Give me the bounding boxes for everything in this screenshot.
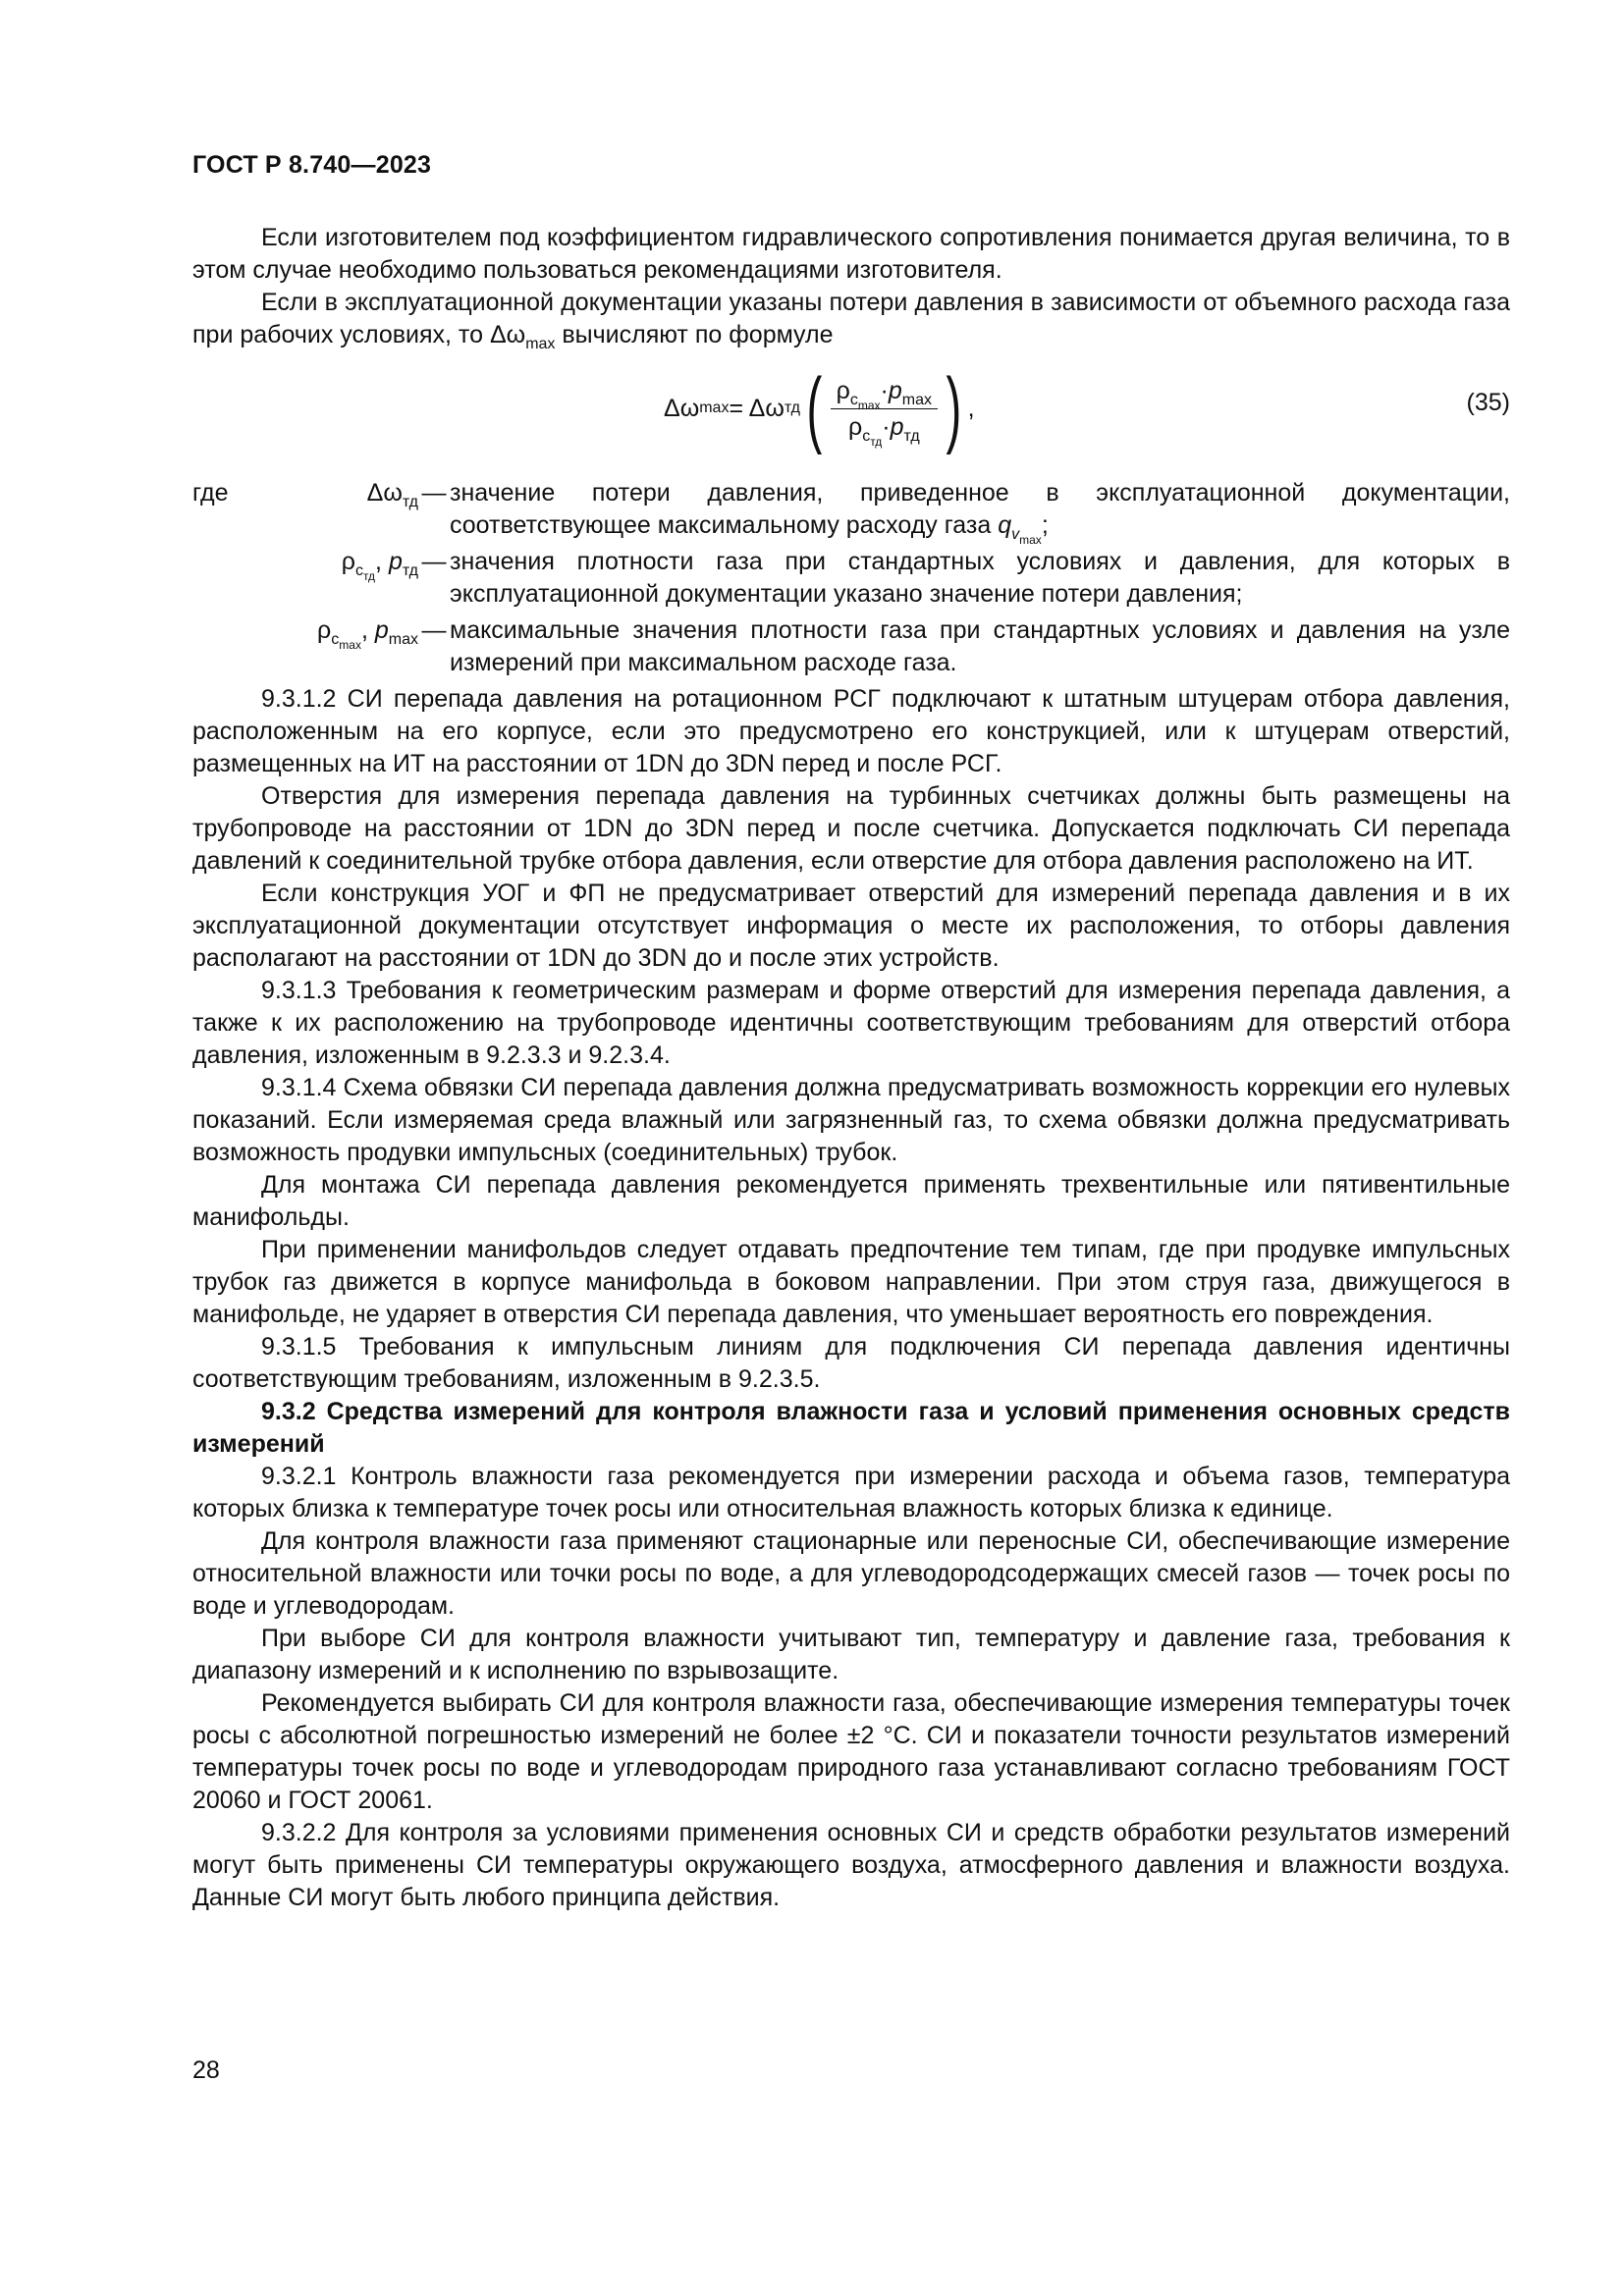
standard-header: ГОСТ Р 8.740—2023 — [192, 151, 432, 179]
paragraph: 9.3.1.2 СИ перепада давления на ротационном РСГ подключают к штатным штуцерам отбора давления, расположенным на его корпусе, если это предусмотрено его конструкцией, или к штуцерам отверстий, размещенных на ИТ на расстоянии от 1DN до 3DN перед и после РСГ. — [192, 685, 1510, 777]
denominator-rho: ρ — [847, 412, 863, 441]
definition-symbol — [310, 477, 418, 509]
formula-lhs: Δω — [664, 394, 700, 422]
numerator-p: p — [888, 376, 902, 404]
denominator-p: p — [890, 412, 904, 441]
paragraph: 9.3.2.1 Контроль влажности газа рекомендуется при измерении расхода и объема газов, температура которых близка к температуре точек росы или относительная влажность которых близка к единице. — [192, 1463, 1510, 1522]
denominator-p-sub: тд — [903, 427, 920, 445]
paragraph: 9.3.1.3 Требования к геометрическим размерам и форме отверстий для измерения перепада давления, а также к их расположению на трубопроводе идентичны соответствующим требованиям для отверстий отбора давления, изложенным в 9.2.3.3 и 9.2.3.4. — [192, 977, 1510, 1069]
symbol-rho: ρ — [317, 616, 332, 644]
fraction-denominator — [842, 409, 926, 449]
denominator-rho-subsub: тд — [870, 434, 883, 449]
where-label: где — [192, 479, 229, 507]
paragraph: Отверстия для измерения перепада давления на турбинных счетчиках должны быть размещены на трубопроводе на расстоянии от 1DN до 3DN перед и после счетчика. Допускается подключать СИ перепада давлений к соединительной трубке отбора давления, если отверстие для отбора давления расположено на ИТ. — [192, 782, 1510, 875]
formula-number: (35) — [1466, 389, 1510, 416]
definition-text-main: значение потери давления, приведенное в эксплуатационной документации, соответствующее максимальному расходу газа — [450, 479, 1510, 539]
definition-dash: — — [421, 616, 447, 644]
page-content — [192, 222, 1510, 1914]
symbol-q-sub-v: v — [1011, 526, 1020, 543]
denominator-rho-sub-c: c — [862, 427, 871, 445]
numerator-rho-sub — [849, 391, 881, 412]
formula-eq: = Δω — [729, 394, 785, 422]
denominator-rho-sub — [862, 427, 883, 449]
paragraph: 9.3.1.4 Схема обвязки СИ перепада давления должна предусматривать возможность коррекции его нулевых показаний. Если измеряемая среда влажный или загрязненный газ, то схема обвязки должна предусматривать возможность продувки импульсных (соединительных) трубок. — [192, 1074, 1510, 1166]
symbol-p: p — [388, 548, 403, 575]
symbol-rho-subsub: max — [339, 638, 361, 652]
definition-dash: — — [421, 548, 447, 575]
definition-dash: — — [421, 479, 447, 507]
definition-text: значения плотности газа при стандартных условиях и давления, для которых в эксплуатационной документации указано значение потери давления; — [450, 548, 1510, 608]
intro-sub: max — [525, 336, 556, 352]
numerator-rho-subsub: max — [857, 398, 881, 412]
formula-35 — [192, 353, 1510, 463]
symbol-rho-sub — [331, 631, 361, 652]
symbol-q-sub — [1011, 526, 1042, 547]
symbol-separator: , — [375, 548, 389, 575]
definitions-list — [192, 477, 1510, 679]
left-parenthesis: ( — [806, 361, 823, 455]
paragraph: При применении манифольдов следует отдавать предпочтение тем типам, где при продувке импульсных трубок газ движется в корпусе манифольда в боковом направлении. При этом струя газа, движущегося в манифольде, не ударяет в отверстия СИ перепада давления, что уменьшает вероятность его повреждения. — [192, 1236, 1510, 1328]
symbol-p-sub: max — [388, 631, 418, 648]
section-heading: 9.3.2 Средства измерений для контроля влажности газа и условий применения основных средств измерений — [192, 1398, 1510, 1458]
symbol-p-sub: тд — [402, 562, 418, 579]
definition-item — [192, 477, 1510, 547]
symbol-sub: тд — [402, 494, 418, 510]
definition-item — [192, 546, 1510, 611]
symbol-separator: , — [360, 616, 375, 644]
fraction-numerator — [831, 373, 938, 412]
paragraph: Для контроля влажности газа применяют стационарные или переносные СИ, обеспечивающие измерение относительной влажности или точки росы по воде, а для углеводородсодержащих смесей газов — точек росы по воде и углеводородам. — [192, 1527, 1510, 1620]
definition-symbol — [310, 546, 418, 583]
right-parenthesis: ) — [946, 361, 962, 455]
symbol-rho-sub-c: c — [331, 631, 340, 648]
definition-item — [192, 614, 1510, 679]
intro-text: Если в эксплуатационной документации указаны потери давления в зависимости от объемного расхода газа при рабочих условиях, то Δω — [192, 289, 1510, 348]
paragraph: 9.3.2.2 Для контроля за условиями применения основных СИ и средств обработки результатов измерений могут быть применены СИ температуры окружающего воздуха, атмосферного давления и влажности воздуха. Данные СИ могут быть любого принципа действия. — [192, 1819, 1510, 1911]
definition-text — [450, 477, 1510, 547]
numerator-rho-sub-c: c — [849, 391, 858, 408]
paragraph: Для монтажа СИ перепада давления рекомендуется применять трехвентильные или пятивентильные манифольды. — [192, 1171, 1510, 1231]
formula-comma: , — [967, 394, 975, 422]
symbol-delta-omega: Δω — [366, 479, 403, 507]
definition-symbol — [310, 614, 418, 652]
formula-fraction — [831, 373, 938, 449]
symbol-rho-sub-c: c — [354, 562, 363, 579]
symbol-rho-subsub: тд — [362, 569, 376, 583]
symbol-q-subsub: max — [1019, 533, 1042, 547]
paragraph-formula-intro — [192, 287, 1510, 351]
symbol-rho: ρ — [341, 548, 355, 575]
symbol-p: p — [374, 616, 389, 644]
paragraph: Если изготовителем под коэффициентом гидравлического сопротивления понимается другая величина, то в этом случае необходимо пользоваться рекомендациями изготовителя. — [192, 224, 1510, 284]
paragraph: Если конструкция УОГ и ФП не предусматривает отверстий для измерений перепада давления и в их эксплуатационной документации отсутствует информация о месте их расположения, то отборы давления располагают на расстоянии от 1DN до 3DN до и после этих устройств. — [192, 880, 1510, 972]
numerator-p-sub: max — [901, 391, 932, 408]
denominator-dot: · — [882, 412, 891, 441]
symbol-rho-sub — [354, 562, 376, 583]
definition-text-end: ; — [1041, 511, 1049, 539]
paragraph: При выборе СИ для контроля влажности учитывают тип, температуру и давление газа, требования к диапазону измерений и к исполнению по взрывозащите. — [192, 1625, 1510, 1684]
definition-text: максимальные значения плотности газа при стандартных условиях и давления на узле измерений при максимальном расходе газа. — [450, 616, 1510, 676]
body-paragraphs — [192, 683, 1510, 1914]
paragraph: 9.3.1.5 Требования к импульсным линиям для подключения СИ перепада давления идентичны соответствующим требованиям, изложенным в 9.2.3.5. — [192, 1333, 1510, 1393]
intro-text-end: вычисляют по формуле — [555, 321, 834, 348]
numerator-rho: ρ — [836, 376, 850, 404]
paragraph: Рекомендуется выбирать СИ для контроля влажности газа, обеспечивающие измерения температуры точек росы с абсолютной погрешностью измерений не более ±2 °С. СИ и показатели точности результатов измерений температуры точек росы по воде и углеводородам природного газа устанавливают согласно требованиям ГОСТ 20060 и ГОСТ 20061. — [192, 1689, 1510, 1814]
page-number: 28 — [192, 2056, 220, 2084]
symbol-q: q — [998, 511, 1012, 539]
formula-expression: Δω max = Δω тд ( $\frac{\rho_{c_{max}}\cdot p_{max}}{\rho_{c_{тд}}\cdot p_{тд}}$ ) , — [664, 361, 975, 455]
numerator-dot: · — [880, 376, 889, 404]
